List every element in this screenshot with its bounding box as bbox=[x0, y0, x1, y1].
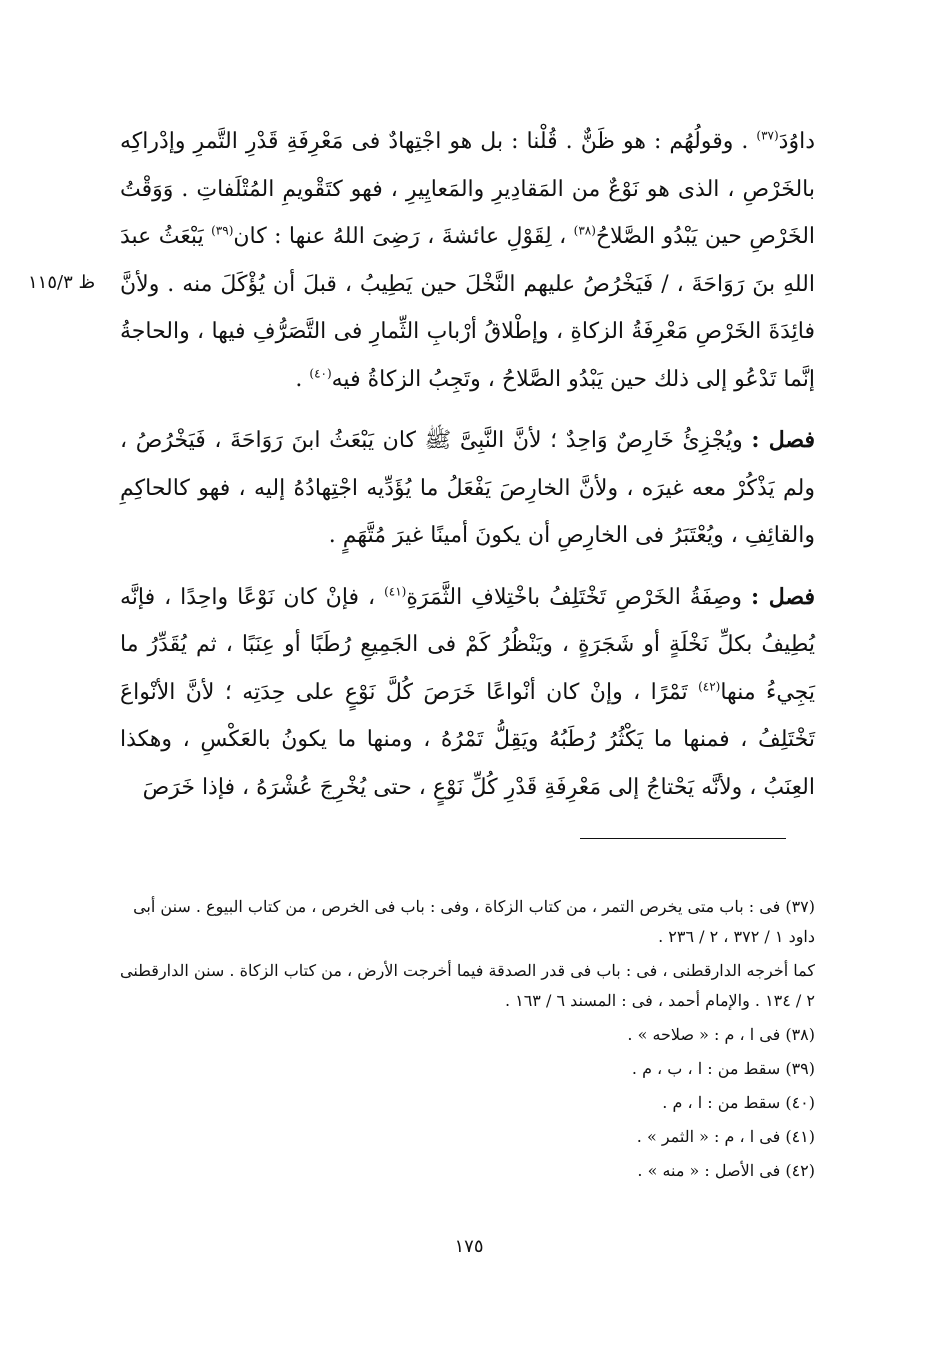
footnote-37-continued: كما أخرجه الدارقطنى ، فى : باب فى قدر الصدقة فيما أخرجت الأرض ، من كتاب الزكاة . سنن الدارقطنى ٢ / ١٣٤ . والإمام أحمد ، فى : المسند ٦ / ١٦٣ . bbox=[120, 961, 815, 1010]
text-run: . وقولُهُم : هو ظَنٌّ . قُلْنا : بل هو اجْتِهادٌ فى مَعْرِفَةِ قَدْرِ التَّمرِ وإدْراكِه بالخَرْصِ ، الذى هو نَوْعٌ من المَقادِيرِ والمَعايِيرِ ، فهو كتَقْويمِ المُتْلَفاتِ . وَوَقْتُ الخَرْصِ حين يَبْدُو الصَّلاحُ bbox=[120, 129, 816, 249]
main-text bbox=[120, 118, 815, 811]
footnote-39: (٣٩) سقط من : ا ، ب ، م . bbox=[631, 1059, 815, 1078]
text-run: يَبْعَثُ عبدَ اللهِ بنَ رَوَاحَةَ ، / فَيَخْرُصُ عليهم النَّخْلَ حين يَطِيبُ ، قبلَ أن يُؤْكَلَ منه . ولأنَّ فائِدَةَ الخَرْصِ مَعْرِفَةُ الزكاةِ ، وإطْلاقُ أرْبابِ الثِّمارِ فى التَّصَرُّفِ فيها ، والحاجةُ إنَّما تَدْعُو إلى ذلك حين يَبْدُو الصَّلاحُ ، وتَجِبُ الزكاةُ فيه bbox=[120, 224, 815, 392]
footnote-ref-40[interactable]: (٤٠) bbox=[309, 366, 332, 381]
section-heading: فصل : bbox=[751, 427, 815, 453]
footnote-ref-42[interactable]: (٤٢) bbox=[698, 679, 721, 694]
text-run: ، لِقَوْلِ عائشةَ ، رَضِىَ اللهُ عنها : كان bbox=[233, 224, 574, 249]
footnote-ref-39[interactable]: (٣٩) bbox=[211, 223, 234, 238]
footnotes bbox=[120, 892, 815, 1186]
text-run: تَمْرًا ، وإنْ كان أنْواعًا خَرَصَ كُلَّ نَوْعٍ على حِدَتِه ؛ لأنَّ الأنْواعَ تَخْتَلِفُ ، فمنها ما يَكْثُرُ رُطَبُهُ ويَقِلُّ تَمْرُهُ ، ومنها ما يكونُ بالعَكْسِ ، وهكذا العِنَبُ ، ولأنَّه يَحْتاجُ إلى مَعْرِفَةِ قَدْرِ كُلِّ نَوْعٍ ، حتى يُخْرِجَ عُشْرَهُ ، فإذا خَرَصَ bbox=[120, 679, 815, 800]
text-run: . bbox=[295, 366, 310, 392]
footnote-41: (٤١) فى ا ، م : « الثمر » . bbox=[636, 1127, 815, 1146]
text-run: ، فإنْ كان نَوْعًا واحِدًا ، فإنَّه يُطِيفُ بكلِّ نَخْلَةٍ أو شَجَرَةٍ ، ويَنْظُرُ كَمْ فى الجَمِيعِ رُطَبًا أو عِنَبًا ، ثم يُقَدِّرُ ما يَجِيءُ منها bbox=[120, 584, 816, 705]
footnote-ref-37[interactable]: (٣٧) bbox=[756, 128, 779, 143]
footnote-ref-41[interactable]: (٤١) bbox=[384, 584, 407, 599]
section-heading: فصل : bbox=[750, 583, 815, 610]
footnote-divider bbox=[580, 838, 786, 839]
paragraph-3 bbox=[120, 574, 815, 812]
footnote-42: (٤٢) فى الأصل : « منه » . bbox=[637, 1161, 815, 1180]
footnote-ref-38[interactable]: (٣٨) bbox=[573, 223, 596, 238]
paragraph-1 bbox=[120, 118, 815, 403]
text-run: ويُجْزِئُ خَارِصٌ وَاحِدٌ ؛ لأنَّ النَّبِىَّ ﷺ كان يَبْعَثُ ابنَ رَوَاحَةَ ، فَيَخْرُصُ ، ولم يَذْكُرْ معه غيرَه ، ولأنَّ الخارِصَ يَفْعَلُ ما يُؤَدِّيه اجْتِهادُهُ إليه ، فهو كالحاكِمِ والقائِفِ ، ويُعْتَبَرُ فى الخارِصِ أن يكونَ أمينًا غيرَ مُتَّهَمٍ . bbox=[120, 428, 815, 548]
margin-page-reference: ظ ١١٥/٣ bbox=[28, 272, 96, 293]
text-run: داوُدَ bbox=[778, 129, 815, 154]
paragraph-2 bbox=[120, 417, 815, 560]
footnote-40: (٤٠) سقط من : ا ، م . bbox=[662, 1093, 815, 1112]
page-number: ١٧٥ bbox=[454, 1236, 484, 1257]
footnote-38: (٣٨) فى ا ، م : « صلاحه » . bbox=[627, 1025, 815, 1044]
text-run: وصِفَةُ الخَرْصِ تَخْتَلِفُ باخْتِلافِ الثَّمَرَةِ bbox=[406, 584, 751, 610]
footnote-37: (٣٧) فى : باب متى يخرص التمر ، من كتاب الزكاة ، وفى : باب فى الخرص ، من كتاب البيوع . سنن أبى داود ١ / ٣٧٢ ، ٢ / ٢٣٦ . bbox=[133, 897, 815, 946]
